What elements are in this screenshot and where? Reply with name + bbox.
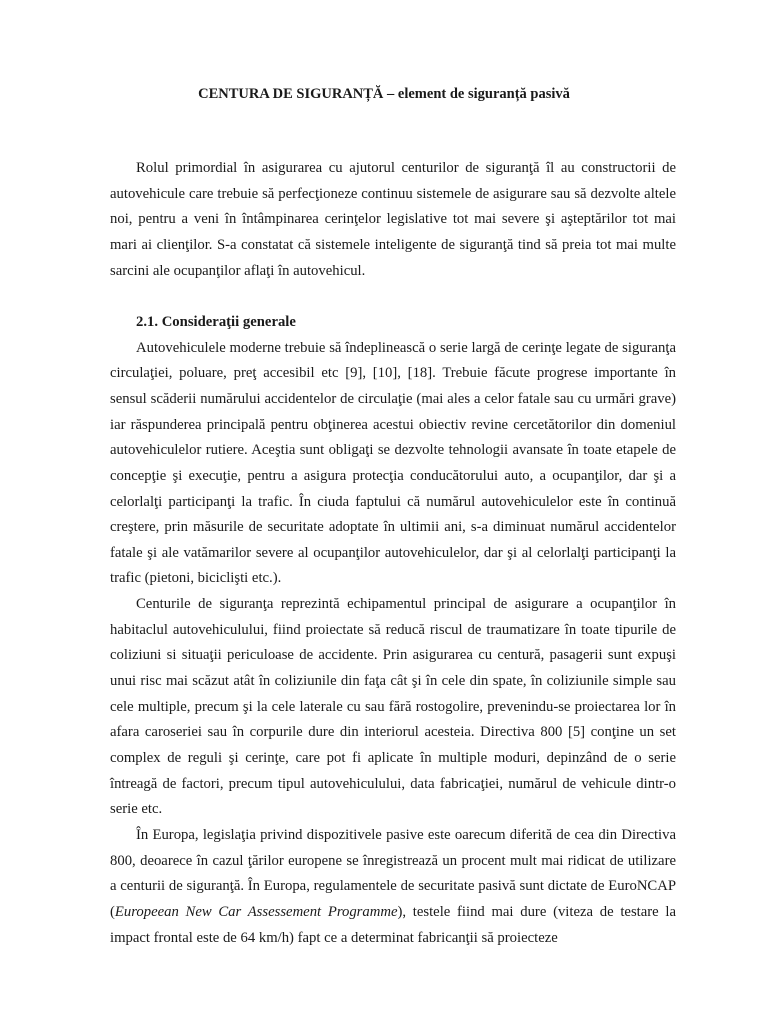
paragraph-seat-belts: Centurile de siguranţa reprezintă echipamentul principal de asigurare a ocupanţilor în habitaclul autovehiculului, fiind proiectate să reducă riscul de traumatizare în toate tipurile de coliziuni si situaţii periculoase de accidente. Prin asigurarea cu centură, pasagerii sunt expuşi unui risc mai scăzut atât în coliziunile din faţa cât şi în cele din spate, în coliziunile simple sau cele multiple, precum şi la cele laterale cu sau fără rostogolire, prevenindu-se proiectarea lor în afara caroseriei sau în corpurile dure din interiorul acesteia. Directiva 800 [5] conţine un set complex de reguli şi cerinţe, care pot fi aplicate în multiple moduri, depinzând de o serie întreagă de factori, precum tipul autovehiculului, data fabricaţiei, numărul de vehicule dintr-o serie etc. [110,596,676,818]
paragraph-europe [110,823,676,951]
euroncap-full-name: Europeean New Car Assessement Programme [114,904,398,921]
paragraph-europe-text-end: ), testele fiind mai dure (viteza de testare la impact frontal este de 64 km/h) fapt ce a determinat fabricanţii să proiecteze [110,904,676,946]
paragraph-europe-text-start: În Europa, legislaţia privind dispozitivele pasive este oarecum diferită de cea din Directiva 800, deoarece în cazul ţărilor europene se înregistrează un procent mult mai ridicat de utilizare a centurii de siguranţă. În Europa, regulamentele de securitate pasivă sunt dictate de EuroNCAP ( [110,827,676,921]
document-body [110,156,676,951]
section-heading: 2.1. Consideraţii generale [136,313,296,330]
intro-paragraph: Rolul primordial în asigurarea cu ajutorul centurilor de siguranţă îl au constructorii de autovehicule care trebuie să perfecţioneze continuu sistemele de asigurare sau să dezvolte altele noi, pentru a veni în întâmpinarea cerinţelor legislative tot mai severe şi aşteptărilor tot mai mari ai clienţilor. S-a constatat că sistemele inteligente de siguranţă tind să preia tot mai multe sarcini ale ocupanţilor aflaţi în autovehicul. [110,160,676,279]
paragraph-general-considerations: Autovehiculele moderne trebuie să îndeplinească o serie largă de cerinţe legate de siguranţa circulaţiei, poluare, preţ accesibil etc [9], [10], [18]. Trebuie făcute progrese importante în sensul scăderii numărului accidentelor de circulaţie (mai ales a celor fatale sau cu urmări grave) iar răspunderea principală pentru obţinerea acestui obiectiv revine cercetătorilor din domeniul autovehiculelor rutiere. Aceştia sunt obligaţi se dezvolte tehnologii avansate în toate etapele de concepţie şi execuţie, pentru a asigura protecţia conducătorului auto, a ocupanţilor, dar şi a celorlalţi participanţi la trafic. În ciuda faptului că numărul autovehiculelor este în continuă creştere, prin măsurile de securitate adoptate în ultimii ani, s-a diminuat numărul accidentelor fatale şi ale vatămarilor severe al ocupanţilor autovehiculelor, dar şi al celorlalţi participanţi la trafic (pietoni, biciclişti etc.). [110,339,676,587]
document-title: CENTURA DE SIGURANȚĂ – element de siguranță pasivă [198,86,570,102]
